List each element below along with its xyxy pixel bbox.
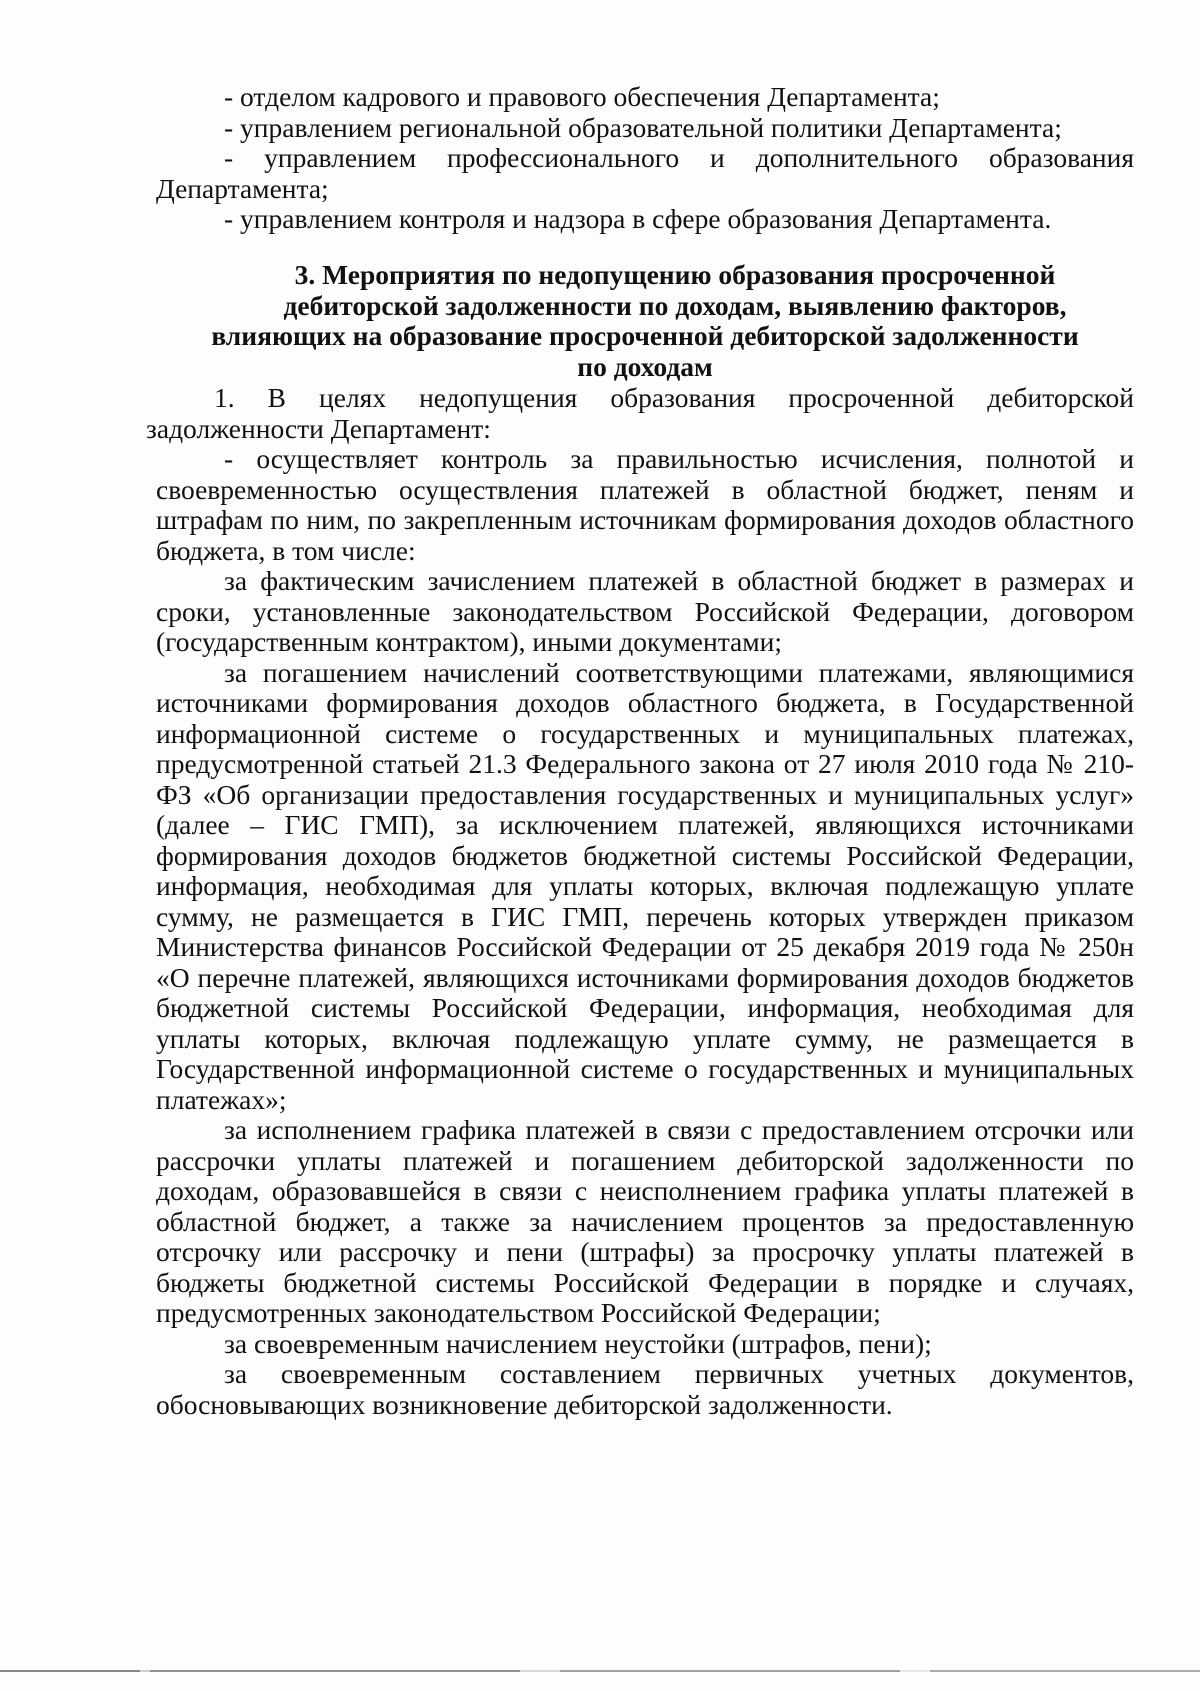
section-body-continued xyxy=(156,444,1134,1420)
scan-edge-line xyxy=(0,1670,1200,1672)
heading-line: влияющих на образование просроченной дебиторской задолженности xyxy=(211,320,1079,351)
heading-line: по доходам xyxy=(577,350,713,382)
paragraph: за своевременным начислением неустойки (штрафов, пени); xyxy=(224,1327,932,1359)
section-body xyxy=(146,383,1134,444)
heading-line: дебиторской задолженности по доходам, выявлению факторов, xyxy=(283,289,1067,321)
list-item: - управлением региональной образовательной политики Департамента; xyxy=(224,111,1062,143)
paragraph: за своевременным составлением первичных учетных документов, обосновывающих возникновение дебиторской задолженности. xyxy=(156,1358,1134,1420)
list-item: - управлением профессионального и дополнительного образования Департамента; xyxy=(156,142,1134,204)
section-heading xyxy=(160,260,1130,382)
paragraph: - осуществляет контроль за правильностью исчисления, полнотой и своевременностью осуществления платежей в областной бюджет, пеням и штрафам по ним, по закрепленным источникам формирования доходов областного бюджета, в том числе: xyxy=(156,443,1134,566)
paragraph: за исполнением графика платежей в связи с предоставлением отсрочки или рассрочки уплаты платежей и погашением дебиторской задолженности по доходам, образовавшейся в связи с неисполнением графика уплаты платежей в областной бюджет, а также за начислением процентов за предоставленную отсрочку или рассрочку и пени (штрафы) за просрочку уплаты платежей в бюджеты бюджетной системы Российской Федерации в порядке и случаях, предусмотренных законодательством Российской Федерации; xyxy=(156,1114,1134,1328)
paragraph: за фактическим зачислением платежей в областной бюджет в размерах и сроки, установленные законодательством Российской Федерации, договором (государственным контрактом), иными документами; xyxy=(156,565,1134,657)
paragraph: за погашением начислений соответствующими платежами, являющимися источниками формирования доходов областного бюджета, в Государственной информационной системе о государственных и муниципальных платежах, предусмотренной статьей 21.3 Федерального закона от 27 июля 2010 года № 210-ФЗ «Об организации предоставления государственных и муниципальных услуг» (далее – ГИС ГМП), за исключением платежей, являющихся источниками формирования доходов бюджетов бюджетной системы Российской Федерации, информация, необходимая для уплаты которых, включая подлежащую уплате сумму, не размещается в ГИС ГМП, перечень которых утвержден приказом Министерства финансов Российской Федерации от 25 декабря 2019 года № 250н «О перечне платежей, являющихся источниками формирования доходов бюджетов бюджетной системы Российской Федерации, информация, необходимая для уплаты которых, включая подлежащую уплате сумму, не размещается в Государственной информационной системе о государственных и муниципальных платежах»; xyxy=(156,656,1134,1115)
paragraph: 1. В целях недопущения образования просроченной дебиторской задолженности Департамент: xyxy=(146,382,1134,444)
list-item: - отделом кадрового и правового обеспечения Департамента; xyxy=(224,81,940,112)
top-list xyxy=(156,82,1134,235)
list-item: - управлением контроля и надзора в сфере образования Департамента. xyxy=(224,203,1052,234)
heading-line: 3. Мероприятия по недопущению образования просроченной xyxy=(294,259,1056,290)
